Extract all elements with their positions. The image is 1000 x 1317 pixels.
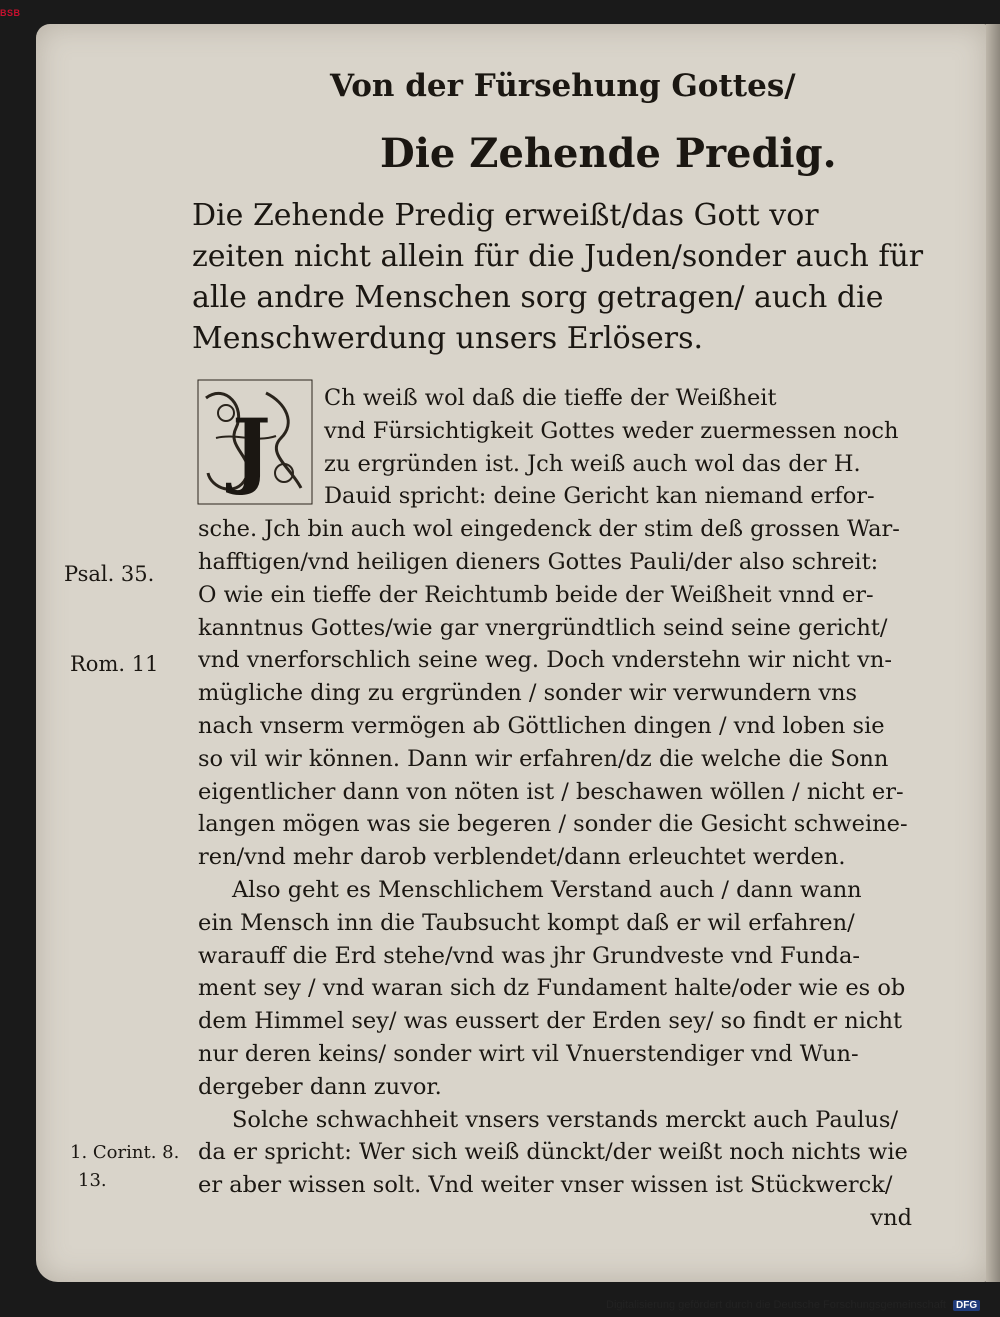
text-line: Ch weiß wol daß die tieffe der Weißheit — [324, 385, 777, 411]
sermon-summary — [192, 195, 924, 359]
text-line: O wie ein tieffe der Reichtumb beide der Weißheit vnnd er- — [198, 581, 874, 608]
margin-note-verse: 13. — [78, 1170, 107, 1191]
text-line: kanntnus Gottes/wie gar vnergründtlich seind seine gericht/ — [198, 614, 888, 641]
text-line: ein Mensch inn die Taubsucht kompt daß er wil erfahren/ — [198, 909, 855, 936]
footer-credit — [606, 1299, 980, 1311]
text-line: nach vnserm vermögen ab Göttlichen dingen / vnd loben sie — [198, 712, 885, 739]
margin-note-romans: Rom. 11 — [70, 652, 159, 676]
text-line: langen mögen was sie begeren / sonder die Gesicht schweine- — [198, 811, 908, 838]
catchword: vnd — [870, 1204, 912, 1231]
running-head: Von der Fürsehung Gottes/ — [330, 68, 796, 104]
text-line: warauff die Erd stehe/vnd was jhr Grundveste vnd Funda- — [198, 942, 861, 969]
page-gutter — [986, 24, 1000, 1282]
margin-note-corinthians: 1. Corint. 8. — [70, 1142, 180, 1163]
text-line: ren/vnd mehr darob verblendet/dann erleuchtet werden. — [198, 844, 846, 871]
drop-cap-letter: J — [232, 402, 271, 498]
text-line: vnd Fürsichtigkeit Gottes weder zuermessen noch — [324, 417, 899, 444]
sermon-title: Die Zehende Predig. — [380, 130, 837, 177]
margin-note-psalm: Psal. 35. — [64, 562, 155, 586]
footer-text: Digitalisierung gefördert durch die Deutsche Forschungsgemeinschaft — [606, 1299, 946, 1311]
summary-line: Menschwerdung unsers Erlösers. — [192, 321, 704, 356]
dfg-logo: DFG — [953, 1300, 980, 1311]
text-line: ment sey / vnd waran sich dz Fundament halte/oder wie es ob — [198, 975, 906, 1002]
library-mark: BSB — [0, 8, 21, 18]
text-line: dem Himmel sey/ was eussert der Erden sey/ so findt er nicht — [198, 1008, 903, 1035]
text-line: hafftigen/vnd heiligen dieners Gottes Pauli/der also schreit: — [198, 548, 879, 575]
text-line: zu ergründen ist. Jch weiß auch wol das der H. — [324, 450, 861, 477]
text-line: dergeber dann zuvor. — [198, 1073, 442, 1100]
text-line: so vil wir können. Dann wir erfahren/dz die welche die Sonn — [198, 745, 889, 772]
text-line: er aber wissen solt. Vnd weiter vnser wissen ist Stückwerck/ — [198, 1172, 893, 1199]
text-line: eigentlicher dann von nöten ist / beschawen wöllen / nicht er- — [198, 778, 904, 805]
summary-line: alle andre Menschen sorg getragen/ auch die — [192, 280, 884, 315]
text-line: sche. Jch bin auch wol eingedenck der stim deß grossen War- — [198, 516, 900, 543]
text-line: vnd vnerforschlich seine weg. Doch vnderstehn wir nicht vn- — [198, 647, 892, 674]
text-line: nur deren keins/ sonder wirt vil Vnuerstendiger vnd Wun- — [198, 1040, 859, 1067]
text-line: da er spricht: Wer sich weiß dünckt/der weißt noch nichts wie — [198, 1139, 908, 1166]
summary-line: Die Zehende Predig erweißt/das Gott vor — [192, 198, 819, 233]
text-line: Also geht es Menschlichem Verstand auch / dann wann — [232, 876, 862, 903]
text-line: Solche schwachheit vnsers verstands merckt auch Paulus/ — [232, 1106, 899, 1133]
text-line: Dauid spricht: deine Gericht kan niemand erfor- — [324, 483, 875, 510]
summary-line: zeiten nicht allein für die Juden/sonder auch für — [192, 239, 924, 274]
body-text — [198, 382, 918, 1235]
text-line: mügliche ding zu ergründen / sonder wir verwundern vns — [198, 680, 858, 707]
